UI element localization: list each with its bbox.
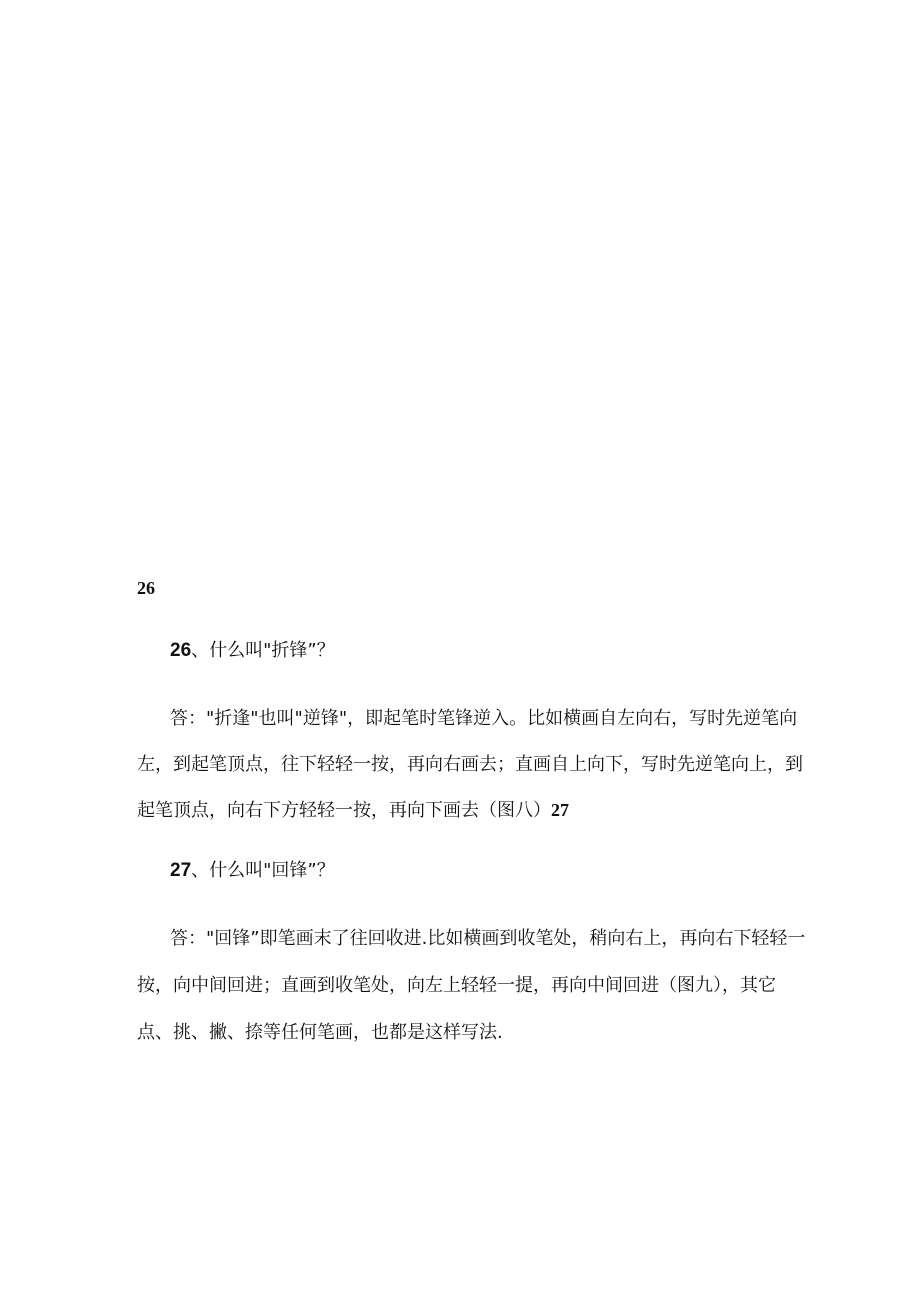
question-text: 、什么叫"回锋”？	[191, 860, 335, 881]
page-number-inline: 27	[551, 800, 569, 820]
question-27-heading	[170, 860, 335, 882]
question-number: 26	[170, 640, 192, 661]
answer-line-with-number	[137, 799, 569, 822]
answer-line: 左，到起笔顶点，往下轻轻一按，再向右画去；直画自上向下，写时先逆笔向上，到	[137, 754, 803, 775]
answer-line: 按，向中间回进；直画到收笔处，向左上轻轻一提，再向中间回进（图九），其它	[137, 975, 776, 996]
answer-line: 答："折逢"也叫"逆锋"，即起笔时笔锋逆入。比如横画自左向右，写时先逆笔向	[170, 708, 798, 729]
answer-line: 起笔顶点，向右下方轻轻一按，再向下画去（图八）	[137, 800, 551, 821]
answer-line: 点、挑、撇、捺等任何笔画，也都是这样写法.	[137, 1022, 503, 1043]
question-26-heading	[170, 640, 335, 662]
question-text: 、什么叫"折锋”？	[191, 640, 335, 661]
page-number: 26	[137, 578, 155, 598]
answer-line: 答："回锋”即笔画末了往回收进.比如横画到收笔处，稍向右上，再向右下轻轻一	[170, 928, 806, 949]
question-number: 27	[170, 860, 192, 881]
